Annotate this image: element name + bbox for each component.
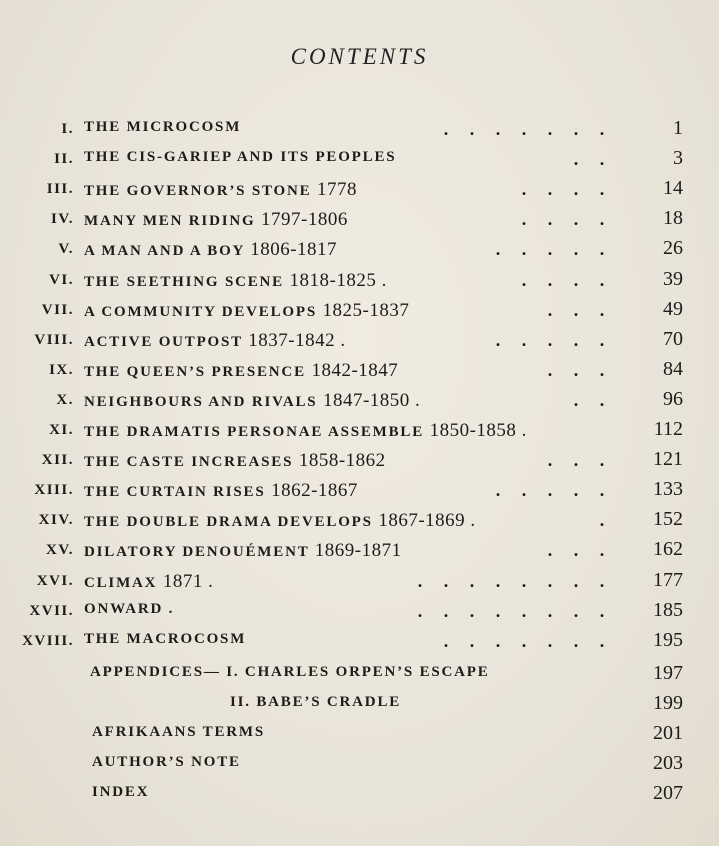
toc-entry bbox=[0, 328, 719, 356]
dot-leader: . . bbox=[573, 389, 605, 410]
chapter-number: XVII. bbox=[29, 602, 74, 619]
chapter-number: XV. bbox=[46, 542, 74, 559]
dot-leader: . . . . . bbox=[495, 329, 605, 350]
back-matter-entry bbox=[0, 782, 719, 810]
dot-leader: . . . . . . . bbox=[443, 119, 605, 139]
chapter-years: 1842-1847 bbox=[311, 359, 399, 381]
back-matter-title: AFRIKAANS TERMS bbox=[92, 724, 265, 741]
page-number: 133 bbox=[653, 478, 683, 501]
chapter-number: II. bbox=[54, 151, 74, 168]
chapter-years: 1858-1862 bbox=[298, 450, 386, 472]
toc-entry bbox=[0, 418, 719, 446]
chapter-title-text: DILATORY DENOUÉMENT bbox=[84, 544, 310, 561]
toc-entry bbox=[0, 147, 719, 175]
chapter-title-text: CLIMAX bbox=[84, 574, 158, 591]
chapter-title-text: NEIGHBOURS AND RIVALS bbox=[84, 393, 318, 410]
back-matter-entry bbox=[0, 752, 719, 780]
dot-leader: . . bbox=[573, 149, 605, 170]
page-number: 39 bbox=[663, 267, 683, 290]
chapter-title-text: A MAN AND A BOY bbox=[84, 243, 245, 260]
chapter-number: XII. bbox=[41, 452, 74, 469]
page-number: 199 bbox=[653, 692, 683, 715]
page-number: 177 bbox=[653, 568, 683, 591]
page-title: CONTENTS bbox=[290, 44, 429, 69]
chapter-title-text: THE SEETHING SCENE bbox=[84, 273, 284, 290]
page-number: 185 bbox=[653, 598, 683, 621]
page-number: 96 bbox=[663, 387, 683, 410]
chapter-years: 1869-1871 bbox=[314, 540, 402, 562]
chapter-title-text: THE MACROCOSM bbox=[84, 630, 247, 647]
chapter-number: VI. bbox=[49, 271, 74, 288]
toc-entry bbox=[0, 448, 719, 476]
chapter-number: X. bbox=[56, 391, 74, 408]
toc-entry bbox=[0, 177, 719, 205]
chapter-title bbox=[84, 239, 337, 261]
dot-leader: . . . . . . . bbox=[443, 630, 605, 651]
chapter-number: I. bbox=[61, 121, 74, 137]
chapter-years: 1778 bbox=[317, 179, 357, 201]
page-number: 49 bbox=[663, 297, 683, 320]
chapter-number: XI. bbox=[49, 422, 74, 438]
chapter-number: III. bbox=[46, 181, 74, 198]
chapter-title bbox=[84, 119, 241, 136]
chapter-years: 1806-1817 bbox=[250, 239, 338, 261]
chapter-number: VIII. bbox=[34, 331, 74, 348]
back-matter-title: AUTHOR’S NOTE bbox=[92, 754, 241, 771]
chapter-years: 1862-1867 bbox=[271, 480, 358, 502]
chapter-title bbox=[84, 601, 174, 618]
chapter-title-text: THE DOUBLE DRAMA DEVELOPS bbox=[84, 514, 373, 531]
toc-entry bbox=[0, 298, 719, 326]
page-number: 152 bbox=[653, 508, 683, 531]
chapter-number: V. bbox=[58, 241, 74, 258]
chapter-title-text: THE CIS-GARIEP AND ITS PEOPLES bbox=[84, 149, 397, 166]
page-number: 84 bbox=[663, 357, 683, 380]
toc-entry bbox=[0, 207, 719, 235]
page-number: 1 bbox=[673, 117, 683, 139]
chapter-number: VII. bbox=[41, 301, 74, 318]
page-number: 14 bbox=[663, 177, 683, 200]
toc-entry bbox=[0, 599, 719, 627]
chapter-title bbox=[84, 631, 246, 648]
toc-entry bbox=[0, 538, 719, 566]
dot-leader: . . . . bbox=[521, 269, 605, 290]
dot-leader: . . . . . bbox=[495, 480, 605, 501]
chapter-number: IV. bbox=[51, 211, 74, 228]
back-matter-title: APPENDICES— I. CHARLES ORPEN’S ESCAPE bbox=[90, 664, 490, 680]
chapter-title-text: THE GOVERNOR’S STONE bbox=[84, 183, 312, 200]
toc-entry bbox=[0, 358, 719, 386]
chapter-title bbox=[84, 149, 396, 166]
chapter-title bbox=[84, 270, 387, 292]
dot-leader: . . . . . . . . bbox=[417, 570, 605, 591]
page-number: 201 bbox=[653, 722, 683, 745]
chapter-number: XVIII. bbox=[22, 632, 74, 649]
page-number: 203 bbox=[653, 752, 683, 775]
toc-entry bbox=[0, 569, 719, 597]
chapter-title-text: A COMMUNITY DEVELOPS bbox=[84, 303, 317, 320]
page-number: 195 bbox=[653, 628, 683, 651]
chapter-number: XVI. bbox=[36, 572, 74, 589]
chapter-title-text: THE CURTAIN RISES bbox=[84, 484, 266, 501]
chapter-years: 1825-1837 bbox=[322, 299, 410, 321]
dot-leader: . . . . bbox=[521, 179, 605, 200]
page-number: 26 bbox=[663, 237, 683, 260]
chapter-number: XIV. bbox=[38, 512, 74, 529]
chapter-title-text: ACTIVE OUTPOST bbox=[84, 333, 243, 350]
chapter-number: IX. bbox=[49, 361, 74, 378]
dot-leader: . . . . . . . . bbox=[417, 600, 605, 621]
chapter-years: 1818-1825 . bbox=[289, 269, 387, 291]
chapter-title-text: THE QUEEN’S PRESENCE bbox=[84, 363, 306, 380]
chapter-title-text: MANY MEN RIDING bbox=[84, 213, 256, 230]
chapter-title bbox=[84, 179, 357, 201]
toc-entry bbox=[0, 388, 719, 416]
toc-entry bbox=[0, 478, 719, 506]
page-number: 121 bbox=[653, 448, 683, 471]
chapter-title bbox=[84, 390, 420, 412]
chapter-title bbox=[84, 480, 358, 502]
chapter-title-text: ONWARD . bbox=[84, 600, 175, 617]
chapter-title bbox=[84, 510, 476, 532]
dot-leader: . . . bbox=[547, 299, 605, 320]
chapter-number: XIII. bbox=[34, 482, 74, 499]
chapter-title bbox=[84, 540, 402, 562]
chapter-title bbox=[84, 420, 527, 442]
chapter-years: 1871 . bbox=[162, 570, 214, 592]
chapter-years: 1797-1806 bbox=[261, 209, 348, 231]
dot-leader: . . . . bbox=[521, 209, 605, 230]
back-matter-entry bbox=[0, 662, 719, 690]
page-number: 112 bbox=[653, 418, 683, 440]
back-matter-title: II. BABE’S CRADLE bbox=[230, 694, 402, 711]
toc-entry bbox=[0, 117, 719, 145]
dot-leader: . . . bbox=[547, 359, 605, 380]
page-number: 162 bbox=[653, 538, 683, 561]
page-number: 197 bbox=[653, 662, 683, 684]
toc-entry bbox=[0, 629, 719, 657]
chapter-title bbox=[84, 330, 346, 352]
dot-leader: . . . bbox=[547, 540, 605, 561]
toc-entry bbox=[0, 508, 719, 536]
chapter-title bbox=[84, 450, 386, 472]
chapter-title bbox=[84, 571, 213, 593]
chapter-title-text: THE DRAMATIS PERSONAE ASSEMBLE bbox=[84, 424, 425, 440]
chapter-years: 1837-1842 . bbox=[248, 329, 346, 351]
chapter-years: 1867-1869 . bbox=[378, 510, 476, 532]
chapter-title bbox=[84, 360, 398, 382]
toc-entry bbox=[0, 237, 719, 265]
page-number: 207 bbox=[653, 782, 683, 805]
back-matter-title: INDEX bbox=[92, 784, 150, 801]
dot-leader: . bbox=[599, 510, 605, 531]
dot-leader: . . . . . bbox=[495, 239, 605, 260]
page-number: 18 bbox=[663, 207, 683, 230]
page-number: 3 bbox=[673, 147, 683, 170]
chapter-title bbox=[84, 209, 348, 231]
chapter-years: 1850-1858 . bbox=[429, 420, 527, 441]
back-matter-entry bbox=[0, 722, 719, 750]
chapter-title bbox=[84, 300, 409, 322]
chapter-title-text: THE CASTE INCREASES bbox=[84, 454, 294, 471]
back-matter-entry bbox=[0, 692, 719, 720]
page-number: 70 bbox=[663, 327, 683, 350]
chapter-title-text: THE MICROCOSM bbox=[84, 119, 242, 135]
toc-entry bbox=[0, 268, 719, 296]
dot-leader: . . . bbox=[547, 450, 605, 471]
chapter-years: 1847-1850 . bbox=[322, 389, 421, 411]
